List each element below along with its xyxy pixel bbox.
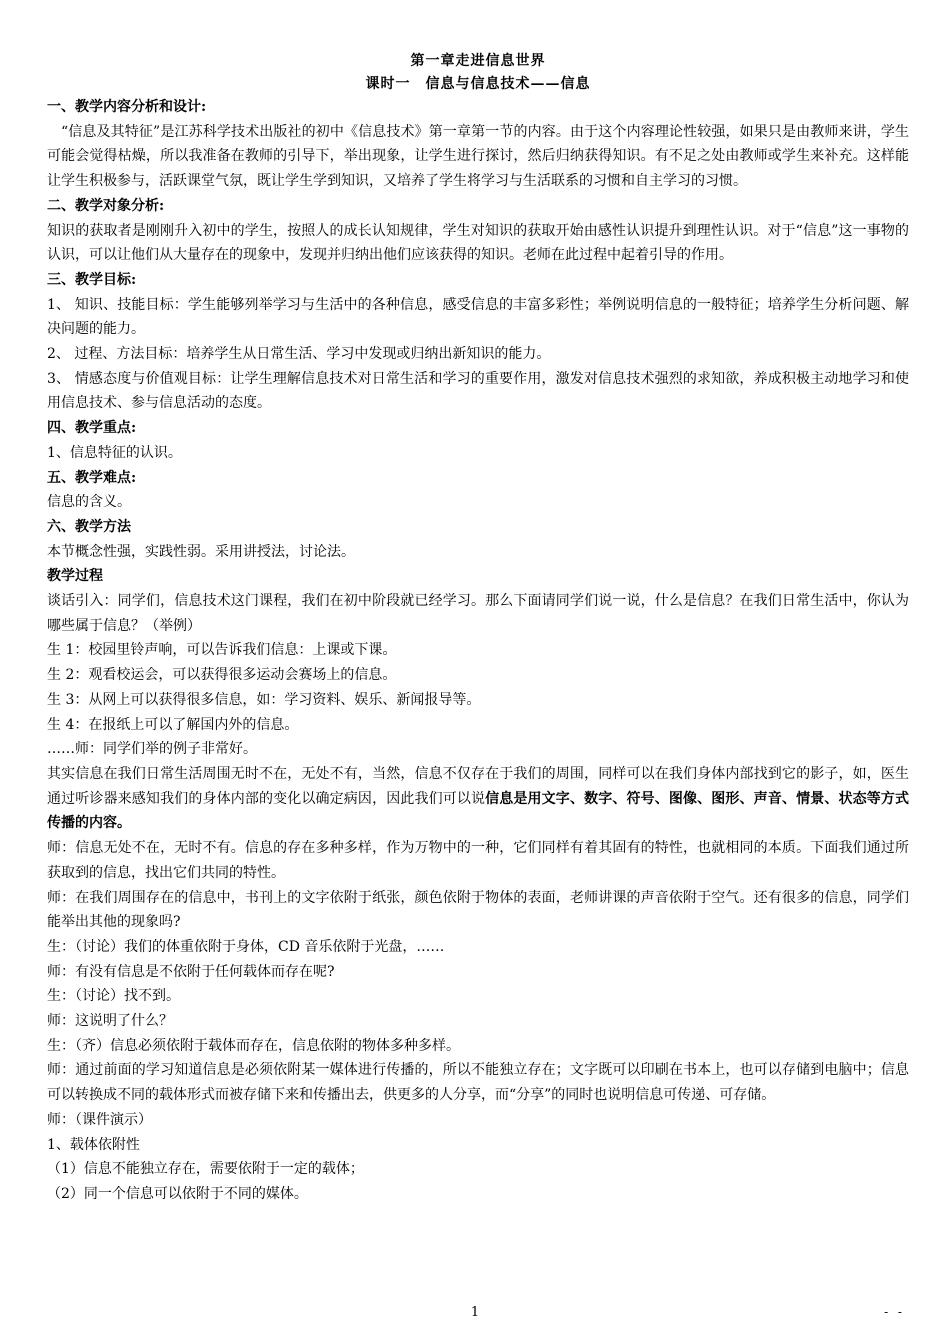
- dialogue-line: 生：（齐）信息必须依附于载体而存在，信息依附的物体多种多样。: [47, 1037, 460, 1054]
- dialogue-line: 生 2：观看校运会，可以获得很多运动会赛场上的信息。: [47, 667, 397, 684]
- section-heading-4: 四、教学重点:: [47, 420, 137, 437]
- list-item: （2）同一个信息可以依附于不同的媒体。: [47, 1185, 308, 1202]
- section-paragraph: 本节概念性强，实践性弱。采用讲授法，讨论法。: [47, 543, 355, 560]
- chapter-title: 第一章走进信息世界: [410, 53, 546, 69]
- section-paragraph: 知识的获取者是刚刚升入初中的学生，按照人的成长认知规律，学生对知识的获取开始由感性认识提升到理性认识。对于“信息”这一事物的认识，可以让他们从大量存在的现象中，发现并归纳出他们应该获得的知识。老师在此过程中起着引导的作用。: [47, 222, 909, 264]
- list-item: （1）信息不能独立存在，需要依附于一定的载体；: [47, 1161, 364, 1178]
- section-paragraph: 信息的含义。: [47, 494, 131, 511]
- dialogue-line: ……师：同学们举的例子非常好。: [47, 741, 257, 758]
- dialogue-line: 师：信息无处不在，无时不有。信息的存在多种多样，作为万物中的一种，它们同样有着其固有的特性，也就相同的本质。下面我们通过所获取到的信息，找出它们共同的特性。: [47, 840, 909, 881]
- section-heading-6: 六、教学方法: [47, 518, 131, 535]
- definition-bold: 信息是用文字、数字、符号、图像、图形、声音、情景、状态等方式传播的内容。: [47, 790, 910, 832]
- section-heading-1: 一、教学内容分析和设计:: [47, 99, 207, 115]
- dialogue-line: 生 1：校园里铃声响，可以告诉我们信息：上课或下课。: [47, 642, 397, 659]
- dialogue-line: 生 4：在报纸上可以了解国内外的信息。: [47, 716, 299, 733]
- dialogue-line: 谈话引入：同学们，信息技术这门课程，我们在初中阶段就已经学习。那么下面请同学们说一说，什么是信息？在我们日常生活中，你认为哪些属于信息？（举例）: [47, 593, 909, 634]
- dialogue-line: 师：（课件演示）: [47, 1111, 152, 1128]
- dialogue-line: 师：这说明了什么？: [47, 1013, 173, 1030]
- section-heading-3: 三、教学目标:: [47, 271, 137, 288]
- objective-item: 3、 情感态度与价值观目标：让学生理解信息技术对日常生活和学习的重要作用，激发对信息技术强烈的求知欲，养成积极主动地学习和使用信息技术、参与信息活动的态度。: [47, 370, 909, 412]
- section-paragraph: 1、信息特征的认识。: [47, 444, 182, 461]
- definition-paragraph: [47, 762, 909, 836]
- document-page: [47, 50, 909, 1207]
- lesson-subtitle: 课时一 信息与信息技术——信息: [365, 76, 591, 92]
- objective-item: 2、 过程、方法目标：培养学生从日常生活、学习中发现或归纳出新知识的能力。: [47, 346, 551, 363]
- dialogue-line: 师：在我们周围存在的信息中，书刊上的文字依附于纸张，颜色依附于物体的表面，老师讲课的声音依附于空气。还有很多的信息，同学们能举出其他的现象吗?: [47, 889, 909, 931]
- section-heading-5: 五、教学难点:: [47, 469, 137, 486]
- section-paragraph: “信息及其特征”是江苏科学技术出版社的初中《信息技术》第一章第一节的内容。由于这个内容理论性较强，如果只是由教师来讲，学生可能会觉得枯燥，所以我准备在教师的引导下，举出现象，让学生进行探讨，然后归纳获得知识。有不足之处由教师或学生来补充。这样能让学生积极参与，活跃课堂气氛，既让学生学到知识，又培养了学生将学习与生活联系的习惯和自主学习的习惯。: [47, 123, 909, 190]
- page-number: 1: [470, 1305, 480, 1320]
- dialogue-line: 生：（讨论）我们的体重依附于身体，CD 音乐依附于光盘，……: [47, 938, 445, 955]
- dialogue-line: 生 3：从网上可以获得很多信息，如：学习资料、娱乐、新闻报导等。: [47, 691, 481, 708]
- section-heading-2: 二、教学对象分析:: [47, 197, 165, 214]
- process-heading: 教学过程: [47, 568, 103, 585]
- dialogue-line: 师：通过前面的学习知道信息是必须依附某一媒体进行传播的，所以不能独立存在；文字既可以印刷在书本上，也可以存储到电脑中；信息可以转换成不同的载体形式而被存储下来和传播出去，供更多的人分享，而“分享”的同时也说明信息可传递、可存储。: [47, 1062, 909, 1104]
- dialogue-line: 师：有没有信息是不依附于任何载体而存在呢?: [47, 963, 335, 980]
- footer-mark: - -: [884, 1305, 905, 1319]
- definition-lead: 其实信息在我们日常生活周围无时不在，无处不有，当然，信息不仅存在于我们的周围，同样可以在我们身体内部找到它的影子，如，医生通过听诊器来感知我们的身体内部的变化以确定病因，因此我们可以说: [47, 765, 909, 807]
- list-item: 1、载体依附性: [47, 1136, 140, 1153]
- dialogue-line: 生：（讨论）找不到。: [47, 988, 180, 1005]
- objective-item: 1、 知识、技能目标：学生能够列举学习与生活中的各种信息，感受信息的丰富多彩性；举例说明信息的一般特征；培养学生分析问题、解决问题的能力。: [47, 296, 909, 338]
